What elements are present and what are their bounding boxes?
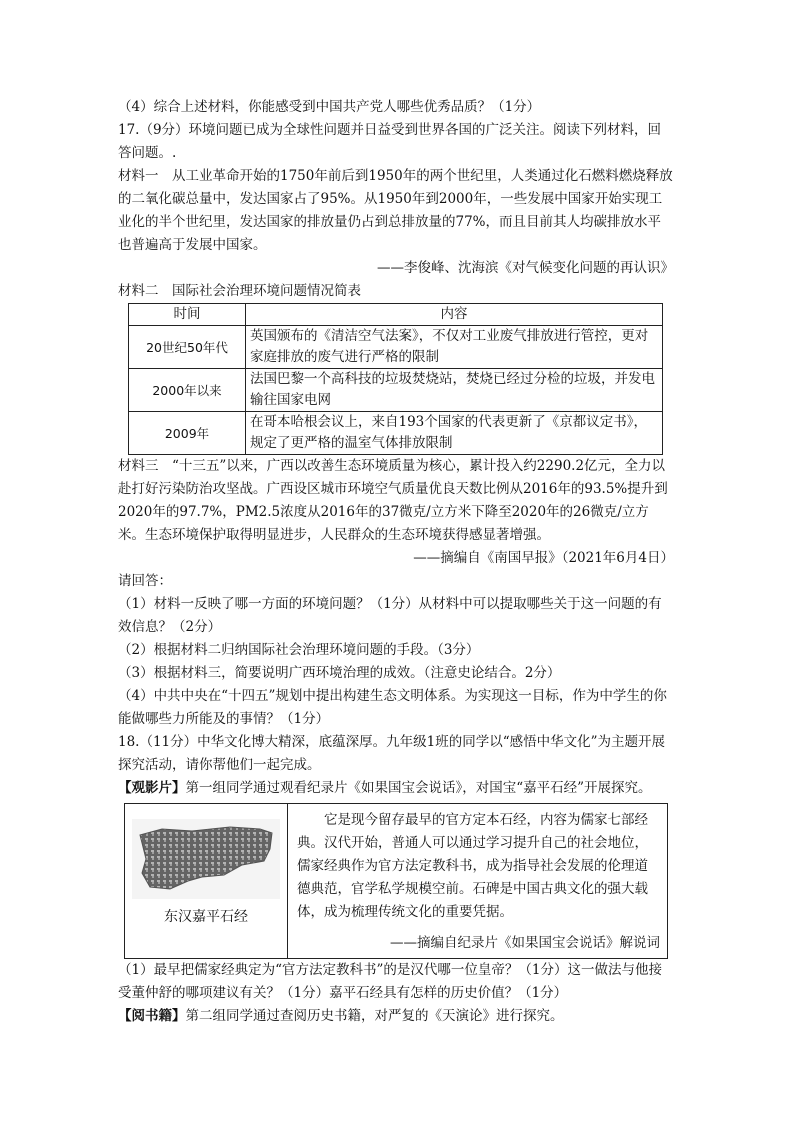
table-cell-content: 英国颁布的《清洁空气法案》，不仅对工业废气排放进行管控，更对家庭排放的废气进行严格的限制 <box>246 326 663 369</box>
question-17-3: （3）根据材料三，简要说明广西环境治理的成效。（注意史论结合。2分） <box>118 665 561 681</box>
read-books-task <box>118 1005 674 1028</box>
table-row <box>129 369 663 412</box>
table-cell-content: 法国巴黎一个高科技的垃圾焚烧站，焚烧已经过分检的垃圾，并发电输往国家电网 <box>246 369 663 412</box>
stone-tablet-image <box>132 819 280 899</box>
ask-label: 请回答： <box>118 573 172 589</box>
stone-caption: 东汉嘉平石经 <box>164 909 248 925</box>
stone-image-cell <box>125 804 288 959</box>
question-18-intro: 18.（11分）中华文化博大精深，底蕴深厚。九年级1班的同学以“感悟中华文化”为主题开展探究活动，请你帮他们一起完成。 <box>118 734 666 773</box>
question-17-intro: 17.（9分）环境问题已成为全球性问题并日益受到世界各国的广泛关注。阅读下列材料，回答问题。. <box>118 122 662 161</box>
material-1-text: 从工业革命开始的1750年前后到1950年的两个世纪里，人类通过化石燃料燃烧释放的二氧化碳总量中，发达国家占了95%。从1950年到2000年，一些发展中国家开始实现工业化的半个世纪里，发达国家的排放量仍占到总排放量的77%，而且目前其人均碳排放水平也普遍高于发展中国家。 <box>118 168 673 253</box>
watch-film-label: 【观影片】 <box>118 780 186 796</box>
table-cell-time: 2009年 <box>129 412 246 455</box>
question-17-1: （1）材料一反映了哪一方面的环境问题？（1分）从材料中可以提取哪些关于这一问题的有效信息？（2分） <box>118 596 662 635</box>
table-header-content: 内容 <box>246 304 663 326</box>
material-2-title: 材料二 国际社会治理环境问题情况简表 <box>118 283 361 299</box>
material-1-label: 材料一 <box>118 168 159 184</box>
watch-film-text: 第一组同学通过观看纪录片《如果国宝会说话》，对国宝“嘉平石经”开展探究。 <box>185 780 652 796</box>
material-3-text: “十三五”以来，广西以改善生态环境质量为核心，累计投入约2290.2亿元，全力以赴打好污染防治攻坚战。广西设区城市环境空气质量优良天数比例从2016年的93.5%提升到2020年的97.7%，PM2.5浓度从2016年的37微克/立方米下降至2020年的26微克/立方米。生态环境保护取得明显进步，人民群众的生态环境获得感显著增强。 <box>118 458 668 543</box>
table-row <box>129 326 663 369</box>
material-3-label: 材料三 <box>118 458 159 474</box>
environment-table <box>128 303 663 455</box>
question-17-2: （2）根据材料二归纳国际社会治理环境问题的手段。（3分） <box>118 642 480 658</box>
material-3-source: ——摘编自《南国早报》（2021年6月4日） <box>413 550 674 566</box>
material-1 <box>118 165 674 257</box>
stone-description: 它是现今留存最早的官方定本石经，内容为儒家七部经典。汉代开始，普通人可以通过学习提升自己的社会地位，儒家经典作为官方法定教科书，成为指导社会发展的伦理道德典范，官学私学规模空前。石碑是中国古典文化的强大载体，成为梳理传统文化的重要凭据。 <box>297 812 648 920</box>
question-18-1: （1）最早把儒家经典定为“官方法定教科书”的是汉代哪一位皇帝？（1分）这一做法与他接受董仲舒的哪项建议有关？（1分）嘉平石经具有怎样的历史价值？（1分） <box>118 962 662 1001</box>
material-3 <box>118 455 674 547</box>
stone-classic-table <box>124 803 668 959</box>
stone-source: ——摘编自纪录片《如果国宝会说话》解说词 <box>390 935 660 951</box>
table-header-row <box>129 304 663 326</box>
table-cell-time: 20世纪50年代 <box>129 326 246 369</box>
exam-page <box>118 96 674 1028</box>
table-header-time: 时间 <box>129 304 246 326</box>
table-cell-time: 2000年以来 <box>129 369 246 412</box>
material-1-source: ——李俊峰、沈海滨《对气候变化问题的再认识》 <box>377 260 674 276</box>
table-cell-content: 在哥本哈根会议上，来自193个国家的代表更新了《京都议定书》，规定了更严格的温室气体排放限制 <box>246 412 663 455</box>
read-books-label: 【阅书籍】 <box>118 1008 186 1024</box>
question-17-4: （4）中共中央在“十四五”规划中提出构建生态文明体系。为实现这一目标，作为中学生的你能做哪些力所能及的事情？（1分） <box>118 688 667 727</box>
table-row <box>129 412 663 455</box>
stone-text-cell <box>288 804 668 959</box>
stone-classic-row <box>125 804 668 959</box>
read-books-text: 第二组同学通过查阅历史书籍，对严复的《天演论》进行探究。 <box>185 1008 564 1024</box>
watch-film-task <box>118 777 674 800</box>
question-16-4: （4）综合上述材料，你能感受到中国共产党人哪些优秀品质？（1分） <box>118 99 541 115</box>
